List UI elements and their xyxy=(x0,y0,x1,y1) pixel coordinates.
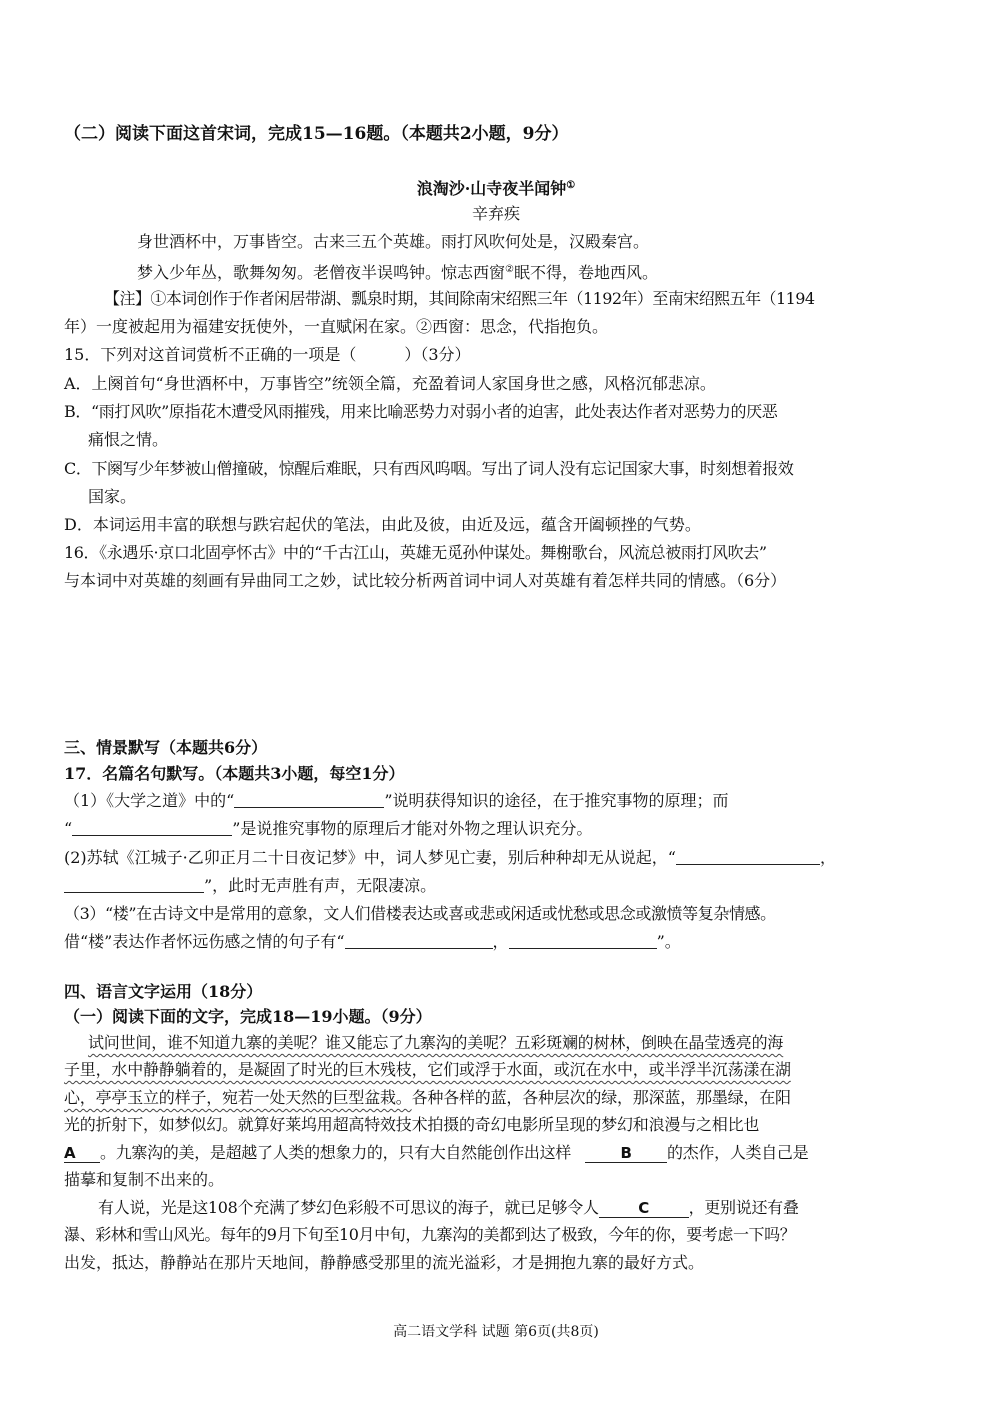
section-4-heading: 四、语言文字运用（18分） xyxy=(64,982,263,1001)
q15-option-b-line-2: 痛恨之情。 xyxy=(88,430,169,449)
passage-line-7-tail: ，更别说还有叠 xyxy=(688,1198,799,1217)
passage-line-8: 瀑、彩林和雪山风光。每年的9月下旬至10月中旬，九寨沟的美都到达了极致，今年的你，要考虑一下吗？ xyxy=(64,1225,796,1244)
question-16-line-2: 与本词中对英雄的刻画有异曲同工之妙，试比较分析两首词中词人对英雄有着怎样共同的情感。（6分） xyxy=(64,571,787,590)
q15-option-c-line-1: C．下阕写少年梦被山僧撞破，惊醒后难眠，只有西风呜咽。写出了词人没有忘记国家大事，时刻想着报效 xyxy=(64,459,794,478)
page-footer: 高二语文学科 试题 第6页(共8页) xyxy=(393,1324,599,1340)
answer-blank[interactable] xyxy=(72,819,232,836)
passage-line-1 xyxy=(88,1033,783,1053)
q17-3-prefix: 借“楼”表达作者怀远伤感之情的句子有“ xyxy=(64,932,345,951)
passage-line-7-head: 有人说，光是这108个充满了梦幻色彩般不可思议的海子，就已足够令人 xyxy=(98,1198,599,1217)
passage-line-3-rest: 各种各样的蓝，各种层次的绿，那深蓝，那墨绿，在阳 xyxy=(411,1088,791,1107)
wavy-underlined-text: 试问世间，谁不知道九寨的美呢？谁又能忘了九寨沟的美呢？五彩斑斓的树林，倒映在晶莹透亮的海 xyxy=(88,1033,784,1052)
poem-title xyxy=(0,176,992,199)
blank-c[interactable]: C xyxy=(599,1200,689,1218)
q17-1-suffix: ”说明获得知识的途径，在于推究事物的原理；而 xyxy=(384,791,729,810)
q17-3-tail: ”。 xyxy=(656,932,681,951)
passage-line-3 xyxy=(64,1088,791,1108)
question-16-line-1: 16．《永遇乐·京口北固亭怀古》中的“千古江山，英雄无觅孙仲谋处。舞榭歌台，风流总被雨打风吹去” xyxy=(64,543,767,562)
poem-line-2-part-a: 梦入少年丛，歌舞匆匆。老僧夜半误鸣钟。惊志西窗 xyxy=(137,263,506,282)
q15-option-a: A．上阕首句“身世酒杯中，万事皆空”统领全篇，充盈着词人家国身世之感，风格沉郁悲凉。 xyxy=(64,374,716,393)
poem-title-footnote: ① xyxy=(566,180,576,191)
poem-title-text: 浪淘沙·山寺夜半闻钟 xyxy=(416,179,567,198)
passage-line-7 xyxy=(98,1198,799,1218)
q17-3-comma: ， xyxy=(492,932,509,951)
q17-part-1-line-2 xyxy=(64,819,592,839)
passage-line-5-mid: 。九寨沟的美，是超越了人类的想象力的，只有大自然能创作出这样 xyxy=(100,1143,572,1162)
q17-part-3-line-2 xyxy=(64,932,681,952)
poem-line-2-footnote: ② xyxy=(505,264,514,275)
q17-1-tail: ”是说推究事物的原理后才能对外物之理认识充分。 xyxy=(232,819,593,838)
poem-author: 辛弃疾 xyxy=(471,204,520,223)
section-2-heading: （二）阅读下面这首宋词，完成15—16题。（本题共2小题，9分） xyxy=(64,124,569,144)
blank-b[interactable]: B xyxy=(585,1145,667,1163)
blank-a[interactable]: A xyxy=(64,1145,100,1163)
section-3-heading: 三、情景默写（本题共6分） xyxy=(64,738,268,757)
q15-option-b-line-1: B．“雨打风吹”原指花木遭受风雨摧残，用来比喻恶势力对弱小者的迫害，此处表达作者对恶势力的厌恶 xyxy=(64,402,778,421)
passage-line-5 xyxy=(64,1143,808,1163)
q17-part-2-line-1 xyxy=(64,848,836,868)
q17-1-prefix: （1）《大学之道》中的“ xyxy=(64,791,235,810)
poem-line-2-part-b: 眠不得，卷地西风。 xyxy=(513,263,658,282)
q17-part-1-line-1 xyxy=(64,791,729,811)
answer-blank[interactable] xyxy=(676,848,820,865)
q17-2-tail: ”，此时无声胜有声，无限凄凉。 xyxy=(204,876,437,895)
poem-line-1: 身世酒杯中，万事皆空。古来三五个英雄。雨打风吹何处是，汉殿秦宫。 xyxy=(137,232,650,251)
q15-option-d: D．本词运用丰富的联想与跌宕起伏的笔法，由此及彼，由近及远，蕴含开阖顿挫的气势。 xyxy=(64,515,701,534)
q17-1-open-quote: “ xyxy=(64,819,73,838)
passage-line-4: 光的折射下，如梦似幻。就算好莱坞用超高特效技术拍摄的奇幻电影所呈现的梦幻和浪漫与之相比也 xyxy=(64,1115,760,1134)
question-17: 17．名篇名句默写。（本题共3小题，每空1分） xyxy=(64,764,405,783)
answer-blank[interactable] xyxy=(509,932,657,949)
wavy-underlined-text: 子里，水中静静躺着的，是凝固了时光的巨木残枝，它们或浮于水面，或沉在水中，或半浮半沉荡漾在湖 xyxy=(64,1060,791,1079)
passage-line-9: 出发，抵达，静静站在那片天地间，静静感受那里的流光溢彩，才是拥抱九寨的最好方式。 xyxy=(64,1253,705,1272)
q17-2-comma: ， xyxy=(819,848,836,867)
answer-blank[interactable] xyxy=(345,932,493,949)
q17-part-3-line-1: （3）“楼”在古诗文中是常用的意象，文人们借楼表达或喜或悲或闲适或忧愁或思念或激愤等复杂情感。 xyxy=(64,904,776,923)
q17-2-prefix: (2)苏轼《江城子·乙卯正月二十日夜记梦》中，词人梦见亡妻，别后种种却无从说起，“ xyxy=(64,848,676,867)
answer-blank[interactable] xyxy=(64,876,204,893)
wavy-underlined-text: 心，亭亭玉立的样子，宛若一处天然的巨型盆栽。 xyxy=(64,1088,412,1107)
passage-line-2 xyxy=(64,1060,791,1080)
q17-part-2-line-2 xyxy=(64,876,436,896)
question-15: 15．下列对这首词赏析不正确的一项是（ ）（3分） xyxy=(64,345,471,364)
poem-line-2 xyxy=(137,260,658,283)
annotation-line-1: 【注】①本词创作于作者闲居带湖、瓢泉时期，其间除南宋绍熙三年（1192年）至南宋绍熙五年（1194 xyxy=(104,289,815,308)
annotation-line-2: 年）一度被起用为福建安抚使外，一直赋闲在家。②西窗：思念，代指抱负。 xyxy=(64,317,609,336)
passage-line-5-tail: 的杰作，人类自己是 xyxy=(667,1143,809,1162)
q15-option-c-line-2: 国家。 xyxy=(88,487,137,506)
answer-blank[interactable] xyxy=(234,791,384,808)
section-4-sub-heading: （一）阅读下面的文字，完成18—19小题。（9分） xyxy=(64,1007,432,1026)
passage-line-6: 描摹和复制不出来的。 xyxy=(64,1170,225,1189)
